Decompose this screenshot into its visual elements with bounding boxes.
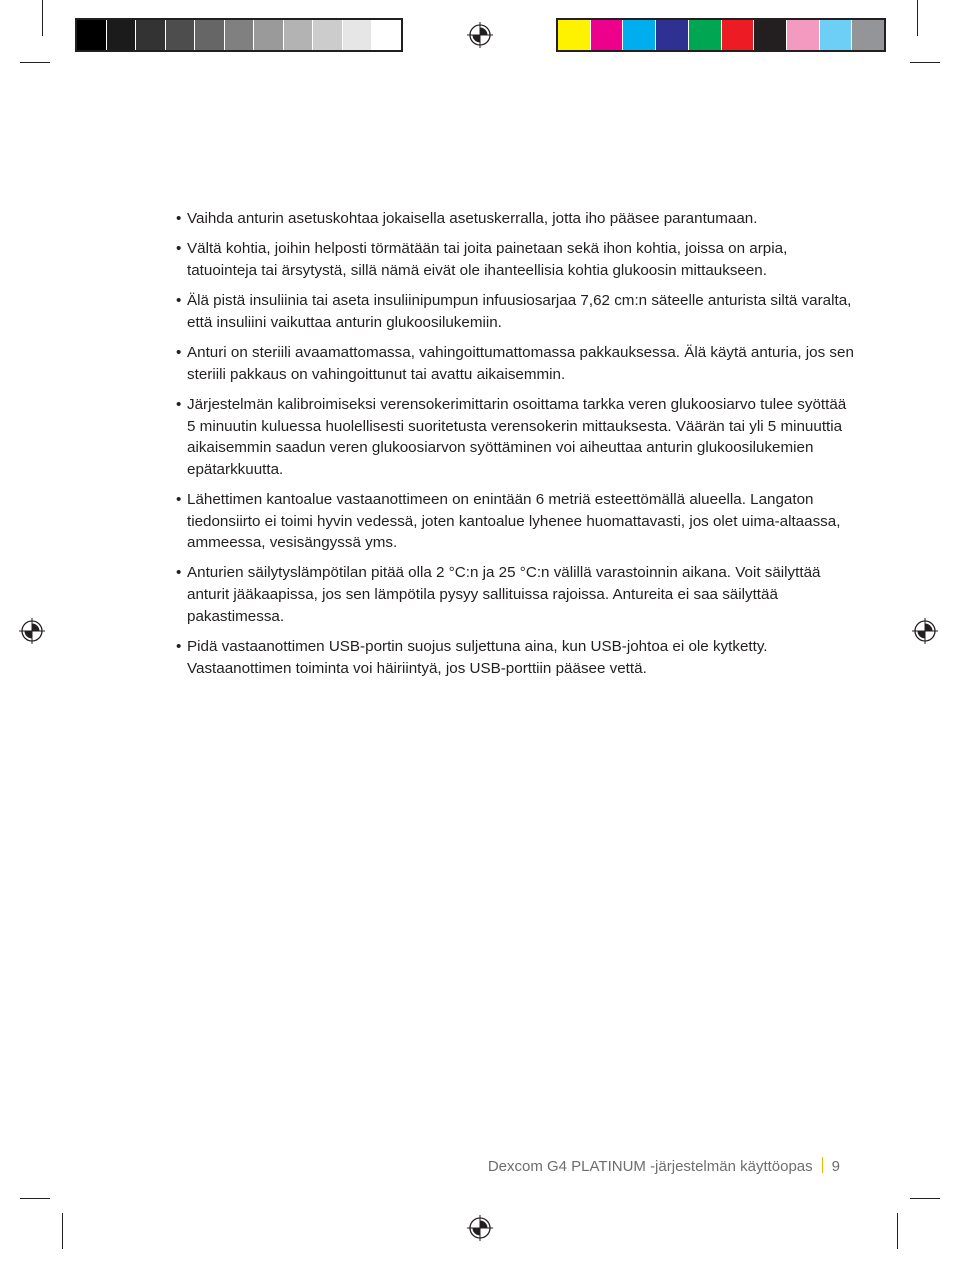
list-item: [176, 394, 856, 480]
color-swatch: [284, 20, 314, 50]
color-swatch: [754, 20, 787, 50]
bullet-icon: •: [176, 490, 182, 508]
bullet-list: [176, 208, 856, 688]
footer-title: Dexcom G4 PLATINUM -järjestelmän käyttöopas: [487, 1158, 813, 1175]
list-item-text: Järjestelmän kalibroimiseksi verensokerimittarin osoittama tarkka veren glukoosiarvo tulee syöttää 5 minuutin kuluessa huolellisesti suoritetusta verensokerin mittauksesta. Väärän tai yli 5 minuuttia aikaisemmin saadun veren glukoosiarvon syöttäminen voi aiheuttaa anturin glukoosilukemien epätarkkuutta.: [187, 395, 847, 478]
crop-mark: [62, 1213, 63, 1249]
list-item: [176, 238, 856, 281]
registration-mark-icon: [467, 22, 493, 48]
registration-mark-icon: [19, 618, 45, 644]
bullet-icon: •: [176, 292, 182, 310]
list-item-text: Vältä kohtia, joihin helposti törmätään tai joita painetaan sekä ihon kohtia, joissa on arpia, tatuointeja tai ärsytystä, sillä nämä eivät ole ihanteellisia kohtia glukoosin mittaukseen.: [187, 240, 788, 279]
registration-mark-icon: [467, 1215, 493, 1241]
list-item-text: Pidä vastaanottimen USB-portin suojus suljettuna aina, kun USB-johtoa ei ole kytketty. Vastaanottimen toiminta voi häiriintyä, jos USB-porttiin pääsee vettä.: [187, 637, 768, 677]
crop-mark: [910, 1198, 940, 1199]
list-item-text: Lähettimen kantoalue vastaanottimeen on enintään 6 metriä esteettömällä alueella. Langaton tiedonsiirto ei toimi hyvin vedessä, joten kantoalue lyhenee huomattavasti, jos olet uima-altaassa, ammeessa, vesisängyssä yms.: [187, 490, 841, 552]
color-swatch: [77, 20, 107, 50]
color-swatch: [343, 20, 373, 50]
list-item-text: Vaihda anturin asetuskohtaa jokaisella asetuskerralla, jotta iho pääsee parantumaan.: [187, 210, 758, 227]
color-swatch: [656, 20, 689, 50]
list-item: [176, 636, 856, 679]
crop-mark: [42, 0, 43, 36]
list-item-text: Älä pistä insuliinia tai aseta insuliinipumpun infuusiosarjaa 7,62 cm:n säteelle anturista siltä varalta, että insuliini vaikuttaa anturin glukoosilukemiin.: [187, 292, 852, 331]
list-item: [176, 489, 856, 554]
bullet-icon: •: [176, 395, 182, 413]
grayscale-color-bar: [75, 18, 403, 52]
color-swatch: [852, 20, 884, 50]
color-swatch: [558, 20, 591, 50]
color-swatch: [591, 20, 624, 50]
color-swatch: [313, 20, 343, 50]
list-item-text: Anturi on steriili avaamattomassa, vahingoittumattomassa pakkauksessa. Älä käytä anturia, jos sen steriili pakkaus on vahingoittunut tai avattu aikaisemmin.: [187, 344, 854, 383]
bullet-icon: •: [176, 240, 182, 258]
list-item: [176, 290, 856, 333]
process-color-bar: [556, 18, 886, 52]
color-swatch: [107, 20, 137, 50]
crop-mark: [910, 62, 940, 63]
color-swatch: [689, 20, 722, 50]
crop-mark: [20, 62, 50, 63]
registration-mark-icon: [912, 618, 938, 644]
color-swatch: [166, 20, 196, 50]
color-swatch: [722, 20, 755, 50]
list-item: [176, 562, 856, 627]
color-swatch: [225, 20, 255, 50]
color-swatch: [372, 20, 401, 50]
color-swatch: [254, 20, 284, 50]
color-swatch: [787, 20, 820, 50]
color-swatch: [195, 20, 225, 50]
crop-mark: [917, 0, 918, 36]
color-swatch: [820, 20, 853, 50]
page-number: 9: [831, 1158, 840, 1175]
color-swatch: [623, 20, 656, 50]
list-item: [176, 342, 856, 385]
list-item-text: Anturien säilytyslämpötilan pitää olla 2 °C:n ja 25 °C:n välillä varastoinnin aikana. Voit säilyttää anturit jääkaapissa, jos sen lämpötila pysyy sallituissa rajoissa. Antureita ei saa säilyttää pakastimessa.: [187, 564, 821, 625]
bullet-icon: •: [176, 344, 182, 362]
list-item: [176, 208, 856, 230]
bullet-icon: •: [176, 637, 182, 655]
crop-mark: [897, 1213, 898, 1249]
crop-mark: [20, 1198, 50, 1199]
footer-separator: [822, 1157, 823, 1173]
page-footer: [488, 1157, 840, 1175]
color-swatch: [136, 20, 166, 50]
bullet-icon: •: [176, 564, 182, 582]
bullet-icon: •: [176, 210, 182, 227]
